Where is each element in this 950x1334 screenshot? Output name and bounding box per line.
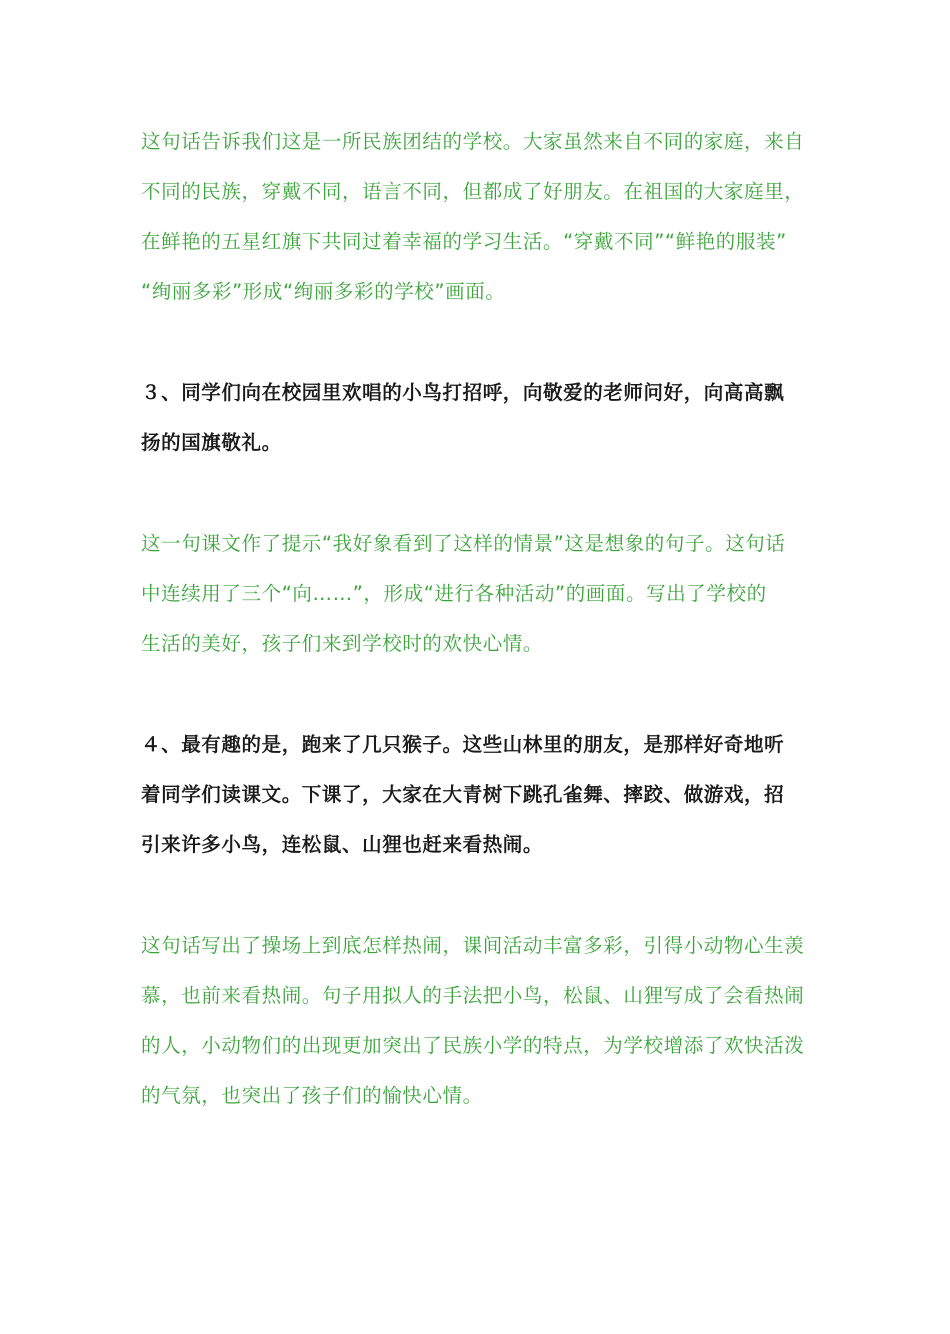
lesson-text-paragraph [141, 368, 813, 468]
text-line: 中连续用了三个“向……”，形成“进行各种活动”的画面。写出了学校的 [141, 582, 767, 605]
text-line: 这一句课文作了提示“我好象看到了这样的情景”这是想象的句子。这句话 [141, 532, 786, 555]
text-line: 扬的国旗敬礼。 [141, 431, 282, 454]
lesson-text-paragraph [141, 720, 813, 870]
commentary-paragraph [141, 921, 813, 1121]
text-line: ４、最有趣的是，跑来了几只猴子。这些山林里的朋友，是那样好奇地听 [141, 733, 785, 756]
commentary-paragraph [141, 117, 813, 317]
text-line: “绚丽多彩”形成“绚丽多彩的学校”画面。 [141, 280, 506, 303]
text-line: 慕，也前来看热闹。句子用拟人的手法把小鸟，松鼠、山狸写成了会看热闹 [141, 984, 805, 1007]
text-line: 的气氛，也突出了孩子们的愉快心情。 [141, 1084, 483, 1107]
commentary-paragraph [141, 519, 813, 669]
text-line: 的人，小动物们的出现更加突出了民族小学的特点，为学校增添了欢快活泼 [141, 1034, 805, 1057]
text-line: 不同的民族，穿戴不同，语言不同，但都成了好朋友。在祖国的大家庭里， [141, 180, 805, 203]
text-line: ３、同学们向在校园里欢唱的小鸟打招呼，向敬爱的老师问好，向高高飘 [141, 381, 785, 404]
text-line: 在鲜艳的五星红旗下共同过着幸福的学习生活。“穿戴不同”“鲜艳的服装” [141, 230, 787, 253]
text-line: 这句话告诉我们这是一所民族团结的学校。大家虽然来自不同的家庭，来自 [141, 130, 805, 153]
text-line: 引来许多小鸟，连松鼠、山狸也赶来看热闹。 [141, 833, 544, 856]
text-line: 着同学们读课文。下课了，大家在大青树下跳孔雀舞、摔跤、做游戏，招 [141, 783, 785, 806]
text-line: 生活的美好，孩子们来到学校时的欢快心情。 [141, 632, 544, 655]
text-line: 这句话写出了操场上到底怎样热闹，课间活动丰富多彩，引得小动物心生羡 [141, 934, 805, 957]
